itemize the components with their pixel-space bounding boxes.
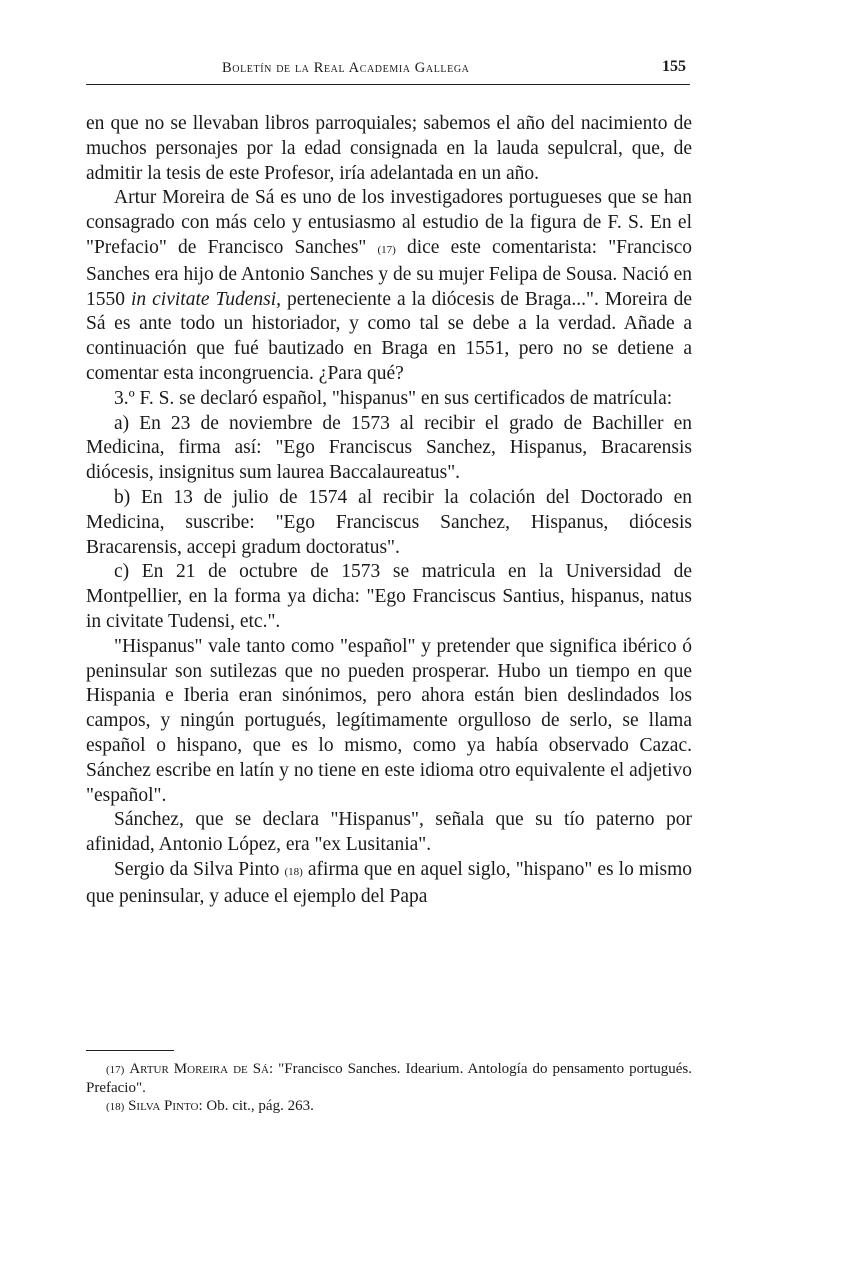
latin-phrase: in civitate Tudensi, [130,288,282,310]
footnote-mark: (17) [106,1064,125,1076]
footnote-author: Artur Moreira de Sá [129,1061,269,1077]
paragraph-sanchez: Sánchez, que se declara "Hispanus", señala que su tío paterno por afinidad, Antonio López, era "ex Lusitania". [86,809,692,856]
paragraph-point-three: 3.º F. S. se declaró español, "hispanus" en sus certificados de matrícula: [114,387,673,409]
footnote-reference: (17) [377,243,396,256]
footnote-author: Silva Pinto [128,1098,199,1114]
paragraph-silva-pinto [86,858,692,910]
footnotes [86,1060,692,1116]
paragraph-text: dice este comentarista: "Francisco Sanches era hijo de Antonio Sanches y de su mujer Felipa de Sousa. Nació en 1550 [86,236,692,310]
footnote-18 [86,1097,692,1116]
running-title: Boletín de la Real Academia Gallega [222,60,470,76]
footnote-reference: (18) [284,865,303,878]
paragraph-text: Artur Moreira de Sá es uno de los investigadores portugueses que se han consagrado con más celo y entusiasmo al estudio de la figura de F. S. En el "Prefacio" de Francisco Sanches" [86,187,692,258]
footnote-divider [86,1050,174,1051]
paragraph-moreira [86,186,692,386]
footnote-mark: (18) [106,1101,125,1113]
paragraph-text: perteneciente a la diócesis de Braga...". Moreira de Sá es ante todo un historiador, y como tal se debe a la verdad. Añade a continuación que fué bautizado en Braga en 1551, pero no se detiene a comentar esta incongruencia. ¿Para qué? [86,288,693,384]
paragraph-text: afirma que en aquel siglo, "hispano" es lo mismo que peninsular, y aduce el ejemplo del Papa [86,858,692,907]
footnote-text: : "Francisco Sanches. Idearium. Antología do pensamento portugués. Prefacio". [86,1061,692,1096]
running-header [86,56,690,85]
body-text [86,112,692,910]
paragraph-text: Sergio da Silva Pinto [114,858,285,880]
list-item-b: b) En 13 de julio de 1574 al recibir la colación del Doctorado en Medicina, suscribe: "Ego Franciscus Sanchez, Hispanus, diócesis Bracarensis, accepi gradum doctoratus". [86,486,692,558]
page-number: 155 [662,58,686,75]
list-item-a: a) En 23 de noviembre de 1573 al recibir el grado de Bachiller en Medicina, firma así: "Ego Franciscus Sanchez, Hispanus, Bracarensis diócesis, insignitus sum laurea Baccalaureatus". [86,412,692,484]
paragraph-hispanus: "Hispanus" vale tanto como "español" y pretender que significa ibérico ó peninsular son sutilezas que no pueden prosperar. Hubo un tiempo en que Hispania e Iberia eran sinónimos, pero ahora están bien deslindados los campos, y ningún portugués, legítimamente orgulloso de serlo, se llama español o hispano, que es lo mismo, como ya había observado Cazac. Sánchez escribe en latín y no tiene en este idioma otro equivalente el adjetivo "español". [86,635,692,806]
paragraph-continuation: en que no se llevaban libros parroquiales; sabemos el año del nacimiento de muchos personajes por la edad consignada en la lauda sepulcral, que, de admitir la tesis de este Profesor, iría adelantada en un año. [86,113,692,184]
footnote-text: : Ob. cit., pág. 263. [198,1098,314,1114]
list-item-c: c) En 21 de octubre de 1573 se matricula en la Universidad de Montpellier, en la forma ya dicha: "Ego Franciscus Santius, hispanus, natus in civitate Tudensi, etc.". [86,561,692,632]
footnote-17 [86,1060,692,1097]
